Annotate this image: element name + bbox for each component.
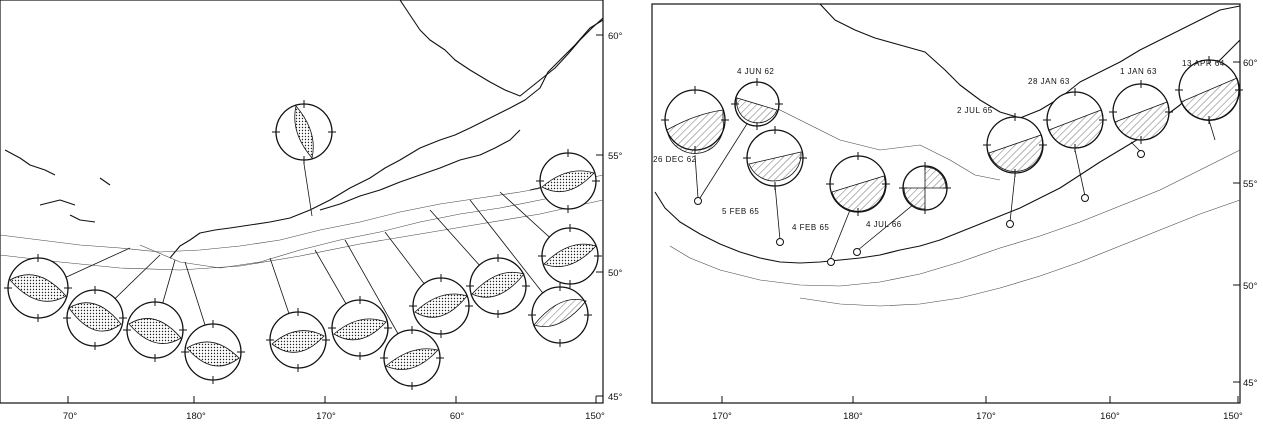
left-beachballs <box>4 100 602 390</box>
left-lat-label: 50° <box>608 268 623 279</box>
right-map <box>652 4 1258 422</box>
right-lon-label: 160° <box>1100 411 1120 422</box>
beachball <box>1043 88 1107 152</box>
right-lon-label: 170° <box>976 411 996 422</box>
left-lat-label: 45° <box>608 392 623 403</box>
event-label: 4 JUN 62 <box>737 67 775 76</box>
left-lat-label: 60° <box>608 31 623 42</box>
left-lat-label: 55° <box>608 151 623 162</box>
beachball <box>743 126 807 190</box>
beachball <box>272 100 336 164</box>
event-label: 13 APR 64 <box>1182 59 1225 68</box>
left-alaska-mainland <box>400 0 603 96</box>
right-alaska-mainland <box>820 4 1240 118</box>
right-lon-label: 170° <box>712 411 732 422</box>
right-lat-label: 55° <box>1243 179 1258 190</box>
left-aleutian-coastline <box>170 20 603 258</box>
beachball <box>123 298 187 362</box>
beachball <box>409 274 473 338</box>
right-lon-label: 180° <box>843 411 863 422</box>
right-map-frame <box>652 4 1240 403</box>
event-label: 2 JUL 65 <box>957 106 993 115</box>
event-label: 1 JAN 63 <box>1120 67 1157 76</box>
beachball <box>528 283 592 347</box>
right-trench-contour-2 <box>800 200 1240 306</box>
beachball <box>826 152 890 216</box>
left-lon-label: 180° <box>186 411 206 422</box>
beachball <box>536 149 600 213</box>
beachball <box>661 86 729 154</box>
beachball <box>983 113 1047 177</box>
right-lon-label: 150° <box>1223 411 1243 422</box>
event-label: 28 JAN 63 <box>1028 77 1070 86</box>
left-map <box>0 0 623 422</box>
left-lon-label: 70° <box>62 411 78 422</box>
right-lat-label: 50° <box>1243 281 1258 292</box>
beachball <box>4 254 72 322</box>
event-label: 4 JUL 66 <box>866 220 902 229</box>
beachball <box>266 308 330 372</box>
beachball <box>63 286 127 350</box>
left-lon-label: 170° <box>316 411 336 422</box>
event-label: 26 DEC 62 <box>653 155 697 164</box>
left-lon-label: 150° <box>585 411 605 422</box>
event-label: 5 FEB 65 <box>722 207 760 216</box>
event-label: 4 FEB 65 <box>792 223 830 232</box>
beachball <box>899 162 951 214</box>
left-arc-islands <box>320 130 520 210</box>
beachball <box>731 78 783 130</box>
beachball <box>181 320 245 384</box>
beachball <box>538 224 602 288</box>
beachball <box>380 326 444 390</box>
left-lon-label: 60° <box>449 411 465 422</box>
beachball <box>1109 80 1173 144</box>
right-lat-label: 60° <box>1243 58 1258 69</box>
left-kamchatka-islands <box>5 150 110 222</box>
left-trench-contour-2 <box>0 200 603 270</box>
right-lat-label: 45° <box>1243 378 1258 389</box>
beachball <box>466 254 530 318</box>
